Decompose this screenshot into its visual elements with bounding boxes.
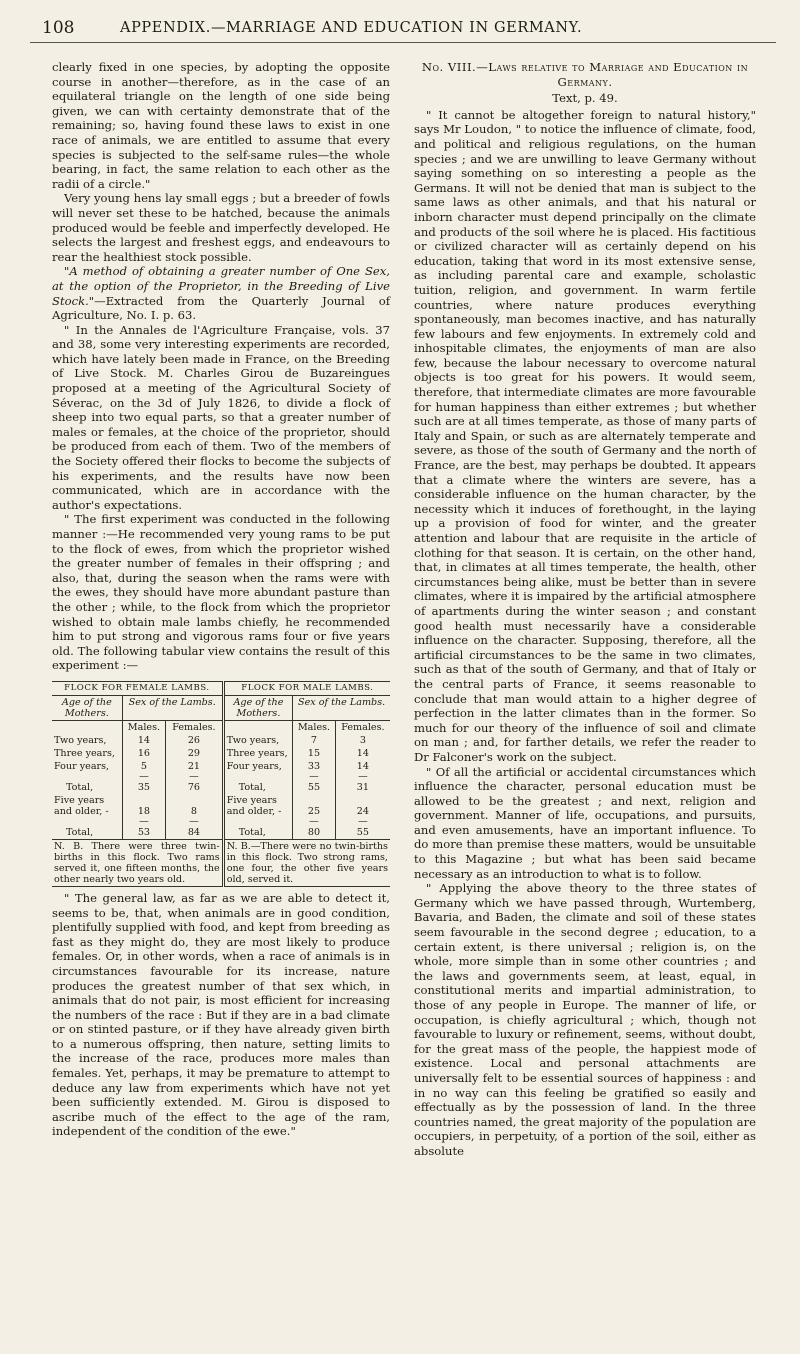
- section-heading: No. VIII.—Laws relative to Marriage and Education in Germany.: [421, 60, 749, 89]
- age-column-header: Age of the Mothers.: [223, 695, 292, 720]
- male-count: 18: [122, 794, 165, 818]
- female-count: 14: [335, 760, 390, 773]
- female-total: 76: [166, 781, 224, 794]
- male-count: 5: [122, 760, 165, 773]
- row-label: Four years,: [223, 760, 292, 773]
- female-flock-note: N. B. There were three twin-births in this flock. Two rams served it, one fifteen months, the other nearly two years old.: [52, 839, 223, 886]
- rule: —: [122, 818, 165, 826]
- female-count: 26: [166, 734, 224, 747]
- right-column: [414, 60, 756, 1159]
- row-label: Two years,: [54, 734, 107, 746]
- male-count: 25: [293, 794, 336, 818]
- leader: -: [278, 805, 282, 817]
- rule: —: [335, 818, 390, 826]
- rule: —: [166, 818, 224, 826]
- row-label: [223, 794, 292, 818]
- table-row: [52, 760, 390, 773]
- total-label: Total,: [66, 781, 94, 793]
- male-total: 80: [293, 826, 336, 840]
- paragraph: " Applying the above theory to the three states of Germany which we have passed through, Wurtemberg, Bavaria, and Baden, the climate and soil of these states seem favourable in the second degree ; education, to a certain extent, is there universal ; religion is, on the whole, more simple than in some other countries ; and the laws and governments seem, at least, equal, in constitutional merits and impartial administration, to those of any people in Europe. The manner of life, or occupation, is chiefly agricultural ; which, though not favourable to luxury or refinement, seems, without doubt, for the great mass of the people, the happiest mode of existence. Local and personal attachments are universally felt to be essential sources of happiness : and in no way can this feeling be gratified so easily and effectually as by the possession of land. In the three countries named, the great majority of the population are occupiers, in perpetuity, of a portion of the soil, either as absolute: [414, 881, 756, 1158]
- male-count: 16: [122, 747, 165, 760]
- male-total: 53: [122, 826, 165, 840]
- males-header: Males.: [122, 720, 165, 734]
- total-label: Total,: [223, 826, 292, 840]
- females-header: Females.: [166, 720, 224, 734]
- paragraph-citation: [52, 264, 390, 322]
- paragraph: clearly fixed in one species, by adopting the opposite course in another—therefore, as in the case of an equilateral triangle on the length of one side being given, we can with certainty demonstrate that of the remaining; so, having found these laws to exist in one race of animals, we are entitled to assume that every species is subjected to the self-same rules—the whole bearing, in fact, the same relation to each other as the radii of a circle.": [52, 60, 390, 191]
- males-header: Males.: [293, 720, 336, 734]
- table-grand-total-row: [52, 826, 390, 840]
- female-total: 84: [166, 826, 224, 840]
- female-count: 21: [166, 760, 224, 773]
- text-reference: Text, p. 49.: [552, 91, 618, 106]
- male-count: 14: [122, 734, 165, 747]
- table-row: [52, 734, 390, 747]
- running-title: APPENDIX.—MARRIAGE AND EDUCATION IN GERMANY.: [120, 20, 583, 36]
- female-count: 14: [335, 747, 390, 760]
- male-count: 7: [293, 734, 336, 747]
- cited-title: A method of obtaining a greater number of One Sex, at the option of the Proprietor, in the Breeding of Live Stock.: [52, 264, 390, 308]
- rule-row: [52, 773, 390, 781]
- female-total: 55: [335, 826, 390, 840]
- male-count: 15: [293, 747, 336, 760]
- rule-row: [52, 818, 390, 826]
- open-quote: ": [64, 264, 70, 279]
- row-label-text: Five years and older,: [54, 794, 105, 817]
- paragraph: " In the Annales de l'Agriculture Française, vols. 37 and 38, some very interesting experiments are recorded, which have lately been made in France, on the Breeding of Live Stock. M. Charles Girou de Buzareingues proposed at a meeting of the Agricultural Society of Séverac, on the 3d of July 1826, to divide a flock of sheep into two equal parts, so that a greater number of males or females, at the choice of the proprietor, should be produced from each of them. Two of the members of the Society offered their flocks to become the subjects of his experiments, and the results have now been communicated, which are in accordance with the author's expectations.: [52, 322, 390, 512]
- paragraph: " Of all the artificial or accidental circumstances which influence the character, personal education must be allowed to be the greatest ; and next, religion and government. Manner of life, occupations, and pursuits, and even amusements, have an important influence. To do more than premise these matters, would be unsuitable to this Magazine ; but what has been said became necessary as an introduction to what is to follow.: [414, 764, 756, 881]
- row-label-text: Five years and older,: [226, 794, 277, 817]
- total-label: Total,: [66, 826, 94, 838]
- left-column: [52, 60, 390, 1139]
- rule: —: [293, 773, 336, 781]
- female-flock-heading: FLOCK FOR FEMALE LAMBS.: [52, 681, 223, 695]
- female-count: 29: [166, 747, 224, 760]
- age-column-header: Age of the Mothers.: [52, 695, 122, 720]
- female-count: 8: [166, 794, 224, 818]
- rule: —: [122, 773, 165, 781]
- female-total: 31: [335, 781, 390, 794]
- rule: —: [293, 818, 336, 826]
- paragraph: Very young hens lay small eggs ; but a breeder of fowls will never set these to be hatched, because the animals produced would be feeble and imperfectly developed. He selects the largest and freshest eggs, and endeavours to rear the healthiest stock possible.: [52, 191, 390, 264]
- male-flock-note: N. B.—There were no twin-births in this flock. Two strong rams, one four, the other five years old, served it.: [223, 839, 390, 886]
- male-total: 55: [293, 781, 336, 794]
- leader: -: [105, 805, 109, 817]
- sex-column-header: Sex of the Lambs.: [122, 695, 223, 720]
- row-label: Two years,: [223, 734, 292, 747]
- page-number: 108: [42, 18, 75, 38]
- rule: —: [166, 773, 224, 781]
- female-count: 24: [335, 794, 390, 818]
- row-label: [52, 794, 122, 818]
- table-total-row: [52, 781, 390, 794]
- table-notes-row: [52, 839, 390, 886]
- paragraph: " The first experiment was conducted in the following manner :—He recommended very young rams to be put to the flock of ewes, from which the proprietor wished the greater number of females in their offspring ; and also, that, during the season when the rams were with the ewes, they should have more abundant pasture than the other ; while, to the flock from which the proprietor wished to obtain male lambs chiefly, he recommended him to put strong and vigorous rams four or five years old. The following tabular view contains the result of this experiment :—: [52, 512, 390, 673]
- table-row: [52, 747, 390, 760]
- females-header: Females.: [335, 720, 390, 734]
- experiment-table: [52, 681, 390, 887]
- row-label: Three years,: [223, 747, 292, 760]
- paragraph: " The general law, as far as we are able to detect it, seems to be, that, when animals are in good condition, plentifully supplied with food, and kept from breeding as fast as they might do, they are most likely to produce females. Or, in other words, when a race of animals is in circumstances favourable for its increase, nature produces the greatest number of that sex which, in animals that do not pair, is most efficient for increasing the numbers of the race : But if they are in a bad climate or on stinted pasture, or if they have already given birth to a numerous offspring, then nature, setting limits to the increase of the race, produces more males than females. Yet, perhaps, it may be premature to attempt to deduce any law from experiments which have not yet been sufficiently extended. M. Girou is disposed to ascribe much of the effect to the age of the ram, independent of the condition of the ewe.": [52, 890, 390, 1139]
- page-header: [30, 14, 776, 43]
- row-label: Four years,: [54, 760, 110, 772]
- paragraph: " It cannot be altogether foreign to natural history," says Mr Loudon, " to notice the influence of climate, food, and political and religious regulations, on the human species ; and we are unwilling to leave Germany without saying something on so interesting a people as the Germans. It will not be denied that man is subject to the same laws as other animals, and that his natural or inborn character must depend principally on the climate and products of the soil where he is placed. His factitious or civilized character will as certainly depend on his education, taking that word in its most extensive sense, as including parental care and example, scholastic tuition, religion, and government. In warm fertile countries, where nature produces everything spontaneously, man becomes inactive, and has naturally few labours and few enjoyments. In extremely cold and inhospitable climates, the enjoyments of man are also few, because the labour necessary to overcome natural objects is too great for his powers. It would seem, therefore, that intermediate climates are more favourable for human happiness than either extremes ; but whether such are at all times temperate, as those of many parts of Italy and Spain, or such as are alternately temperate and severe, as those of the south of Germany and the north of France, are the best, may perhaps be doubted. It appears that a climate where the winters are severe, has a considerable influence on the human character, by the necessity which it induces of forethought, in the laying up a provision of food for winter, and the greater attention and labour that are requisite in the article of clothing for that season. It is certain, on the other hand, that, in climates at all times temperate, the health, other circumstances being alike, must be better than in severe climates, where it is impaired by the artificial atmosphere of apartments during the winter season ; and constant good health must necessarily have a considerable influence on the character. Supposing, therefore, all the artificial circumstances to be the same in two climates, such as that of the south of Germany, and that of Italy or the central parts of France, it seems reasonable to conclude that man would attain to a higher degree of perfection in the latter climates than in the former. So much for our theory of the influence of soil and climate on man ; and, for farther details, we refer the reader to Dr Falconer's work on the subject.: [414, 107, 756, 764]
- total-label: Total,: [223, 781, 292, 794]
- male-count: 33: [293, 760, 336, 773]
- male-total: 35: [122, 781, 165, 794]
- row-label: Three years,: [54, 747, 115, 759]
- female-count: 3: [335, 734, 390, 747]
- citation-source: "—Extracted from the Quarterly Journal of Agriculture, No. I. p. 63.: [52, 293, 390, 323]
- table-row: [52, 794, 390, 818]
- male-flock-heading: FLOCK FOR MALE LAMBS.: [223, 681, 390, 695]
- rule: —: [335, 773, 390, 781]
- sex-column-header: Sex of the Lambs.: [293, 695, 390, 720]
